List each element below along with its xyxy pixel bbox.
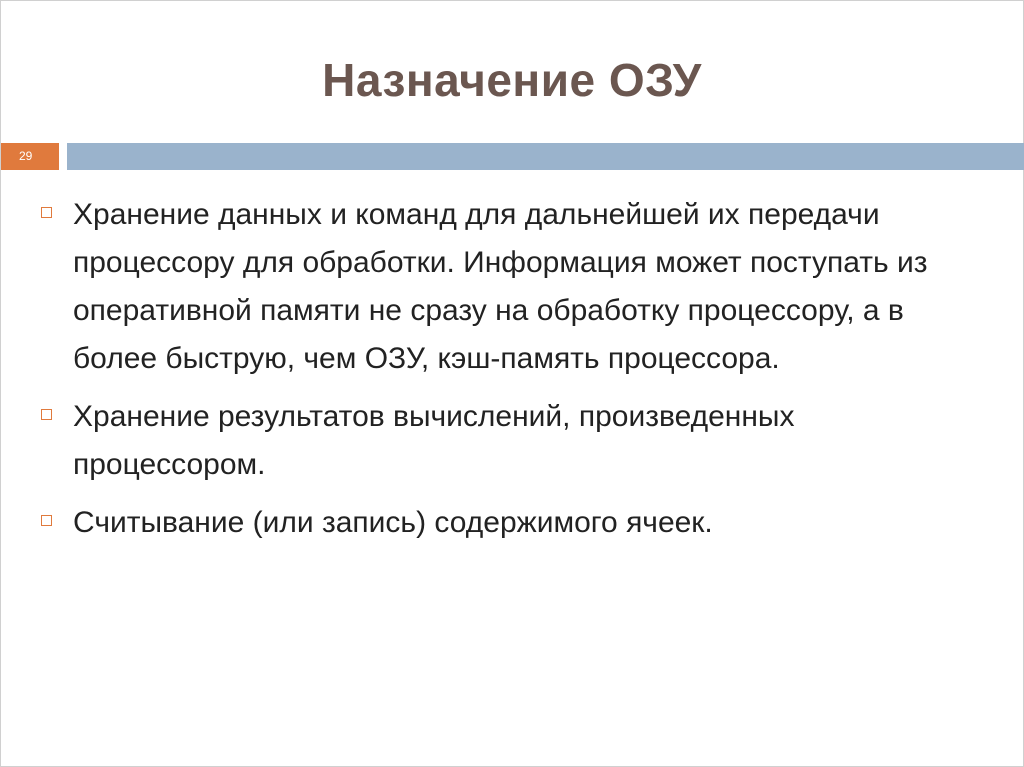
list-item bbox=[41, 499, 971, 547]
list-item bbox=[41, 191, 971, 383]
square-bullet-icon bbox=[41, 515, 52, 526]
slide-title: Назначение ОЗУ bbox=[322, 54, 702, 106]
slide-number-badge bbox=[1, 143, 59, 170]
bullet-text: Хранение данных и команд для дальнейшей их передачи процессору для обработки. Информация может поступать из оперативной памяти не сразу на обработку процессору, а в более быструю, чем ОЗУ, кэш-память процессора. bbox=[73, 198, 928, 375]
bullet-text: Считывание (или запись) содержимого ячеек. bbox=[73, 506, 713, 539]
bullet-list bbox=[41, 191, 971, 557]
slide-number: 29 bbox=[19, 149, 33, 163]
bullet-text: Хранение результатов вычислений, произведенных процессором. bbox=[73, 400, 795, 481]
list-item bbox=[41, 393, 971, 489]
square-bullet-icon bbox=[41, 207, 52, 218]
header-bar bbox=[67, 143, 1024, 170]
square-bullet-icon bbox=[41, 409, 52, 420]
